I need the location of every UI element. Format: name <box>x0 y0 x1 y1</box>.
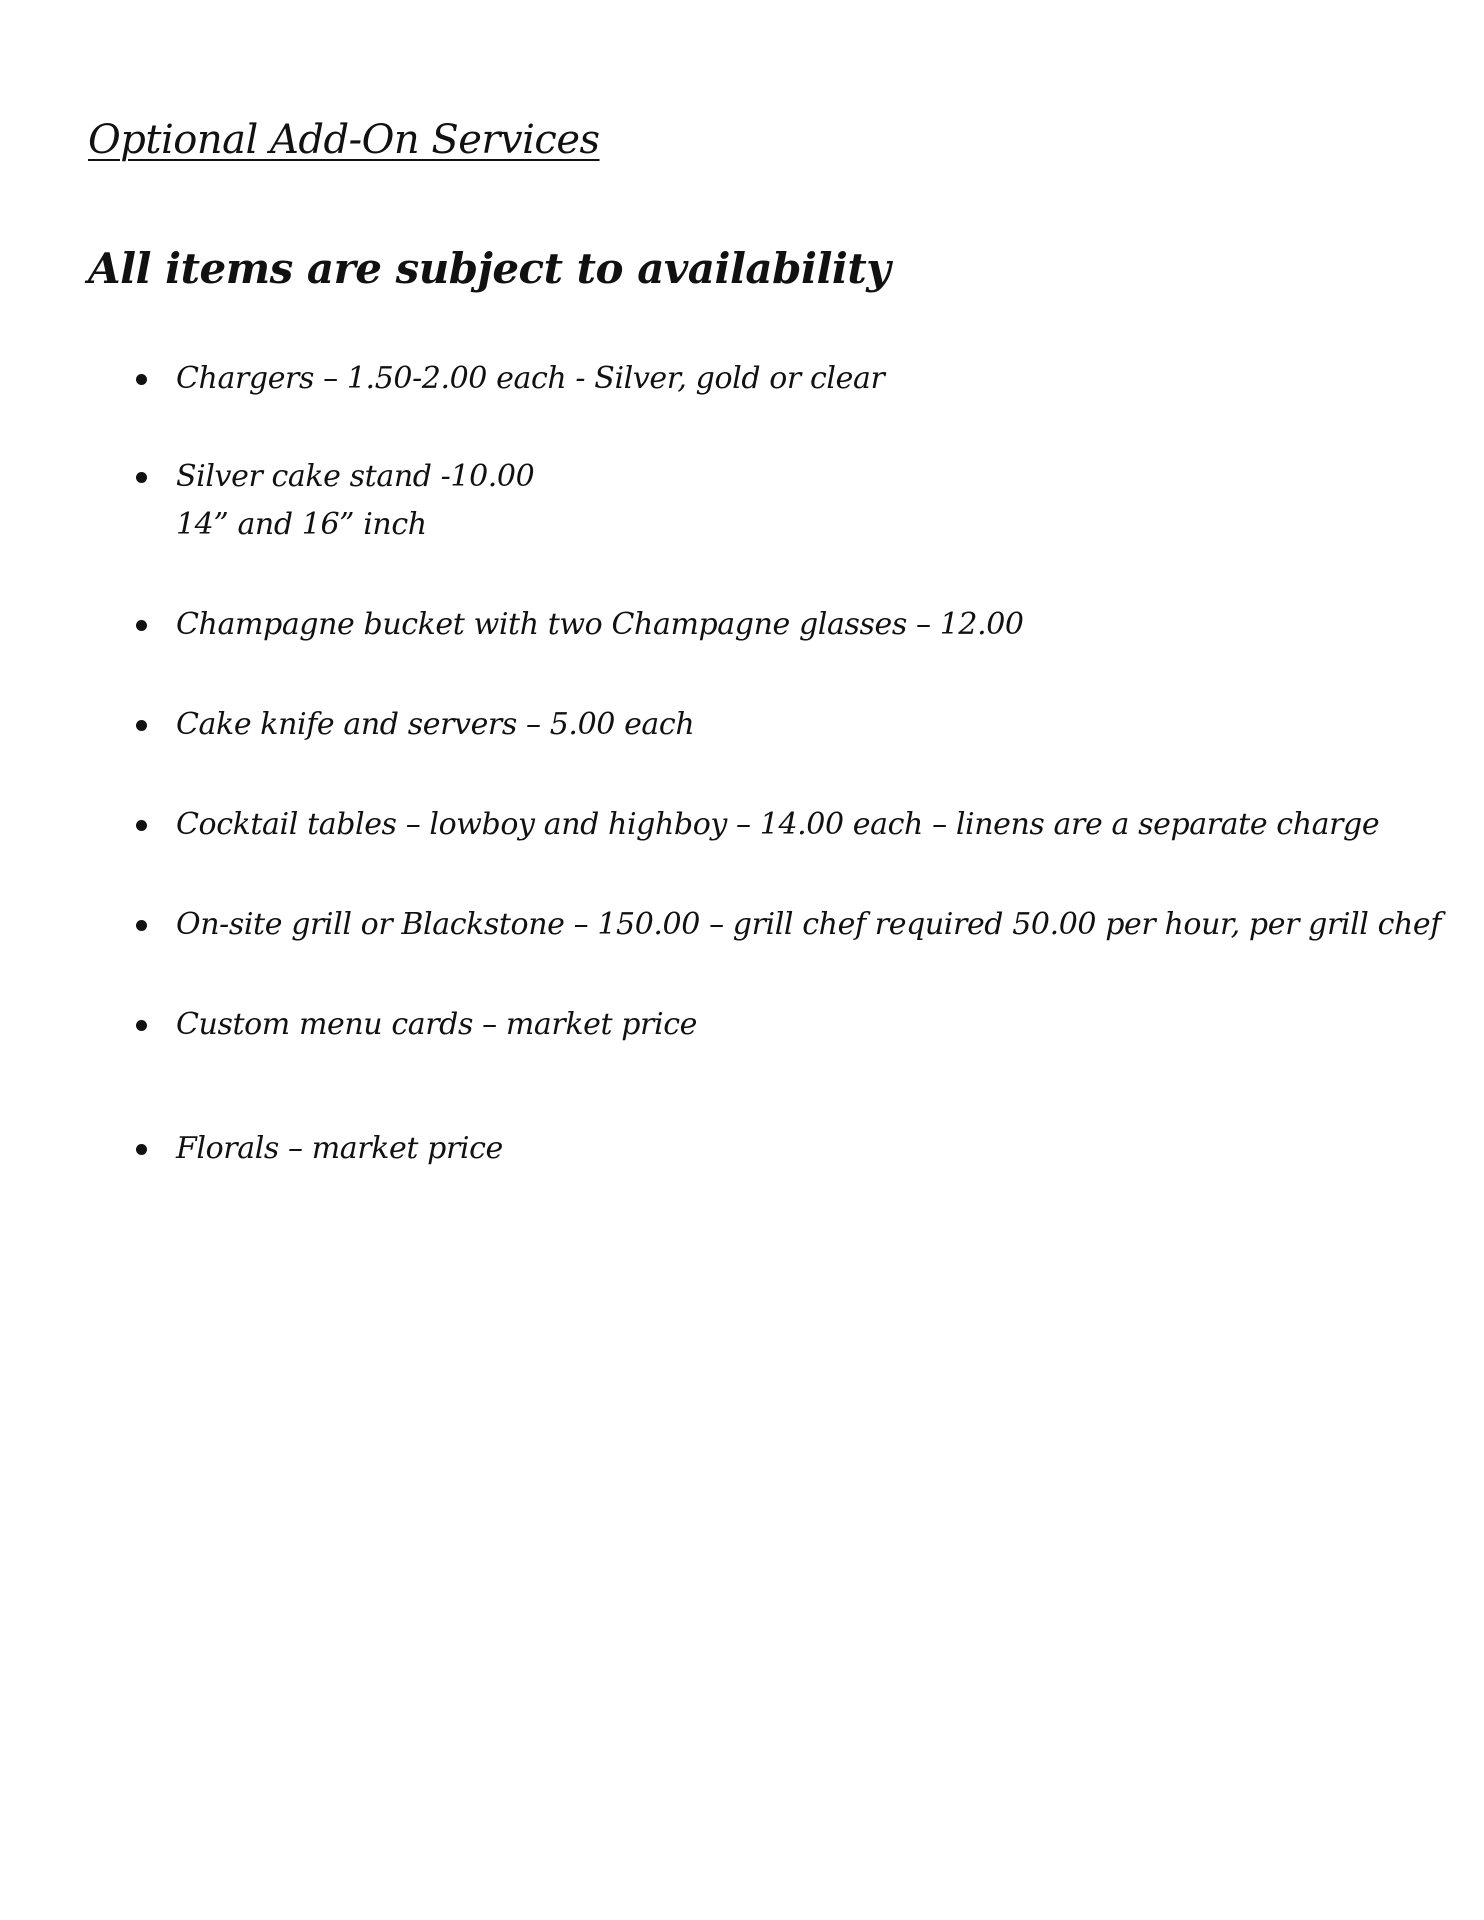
bullet-icon <box>136 374 147 385</box>
bullet-icon <box>136 620 147 631</box>
bullet-icon <box>136 720 147 731</box>
list-item-text: Champagne bucket with two Champagne glasses – 12.00 <box>176 607 1024 642</box>
list-item-cocktail-tables <box>120 801 1420 849</box>
page-title: Optional Add-On Services <box>88 117 600 163</box>
services-list <box>120 355 1441 1173</box>
bullet-icon <box>136 820 147 831</box>
list-item-menu-cards <box>120 1001 1420 1049</box>
list-item-text: On-site grill or Blackstone – 150.00 – grill chef required 50.00 per hour, per grill chef <box>176 907 1441 942</box>
list-item-chargers <box>120 355 1420 403</box>
availability-note: All items are subject to availability <box>88 244 891 293</box>
list-item-grill <box>120 901 1441 949</box>
bullet-icon <box>136 1144 147 1155</box>
list-item-text: Cocktail tables – lowboy and highboy – 14.00 each – linens are a separate charge <box>176 807 1380 842</box>
list-item-text: Silver cake stand -10.00 <box>176 459 535 494</box>
bullet-icon <box>136 920 147 931</box>
list-item-text: Chargers – 1.50-2.00 each - Silver, gold or clear <box>176 361 885 396</box>
bullet-icon <box>136 1020 147 1031</box>
list-item-text: Cake knife and servers – 5.00 each <box>176 707 695 742</box>
list-item-cake-stand <box>120 453 1420 549</box>
bullet-icon <box>136 472 147 483</box>
list-item-text: Florals – market price <box>176 1131 503 1166</box>
list-item-text: Custom menu cards – market price <box>176 1007 697 1042</box>
list-item-champagne-bucket <box>120 601 1420 649</box>
list-item-subtext: 14” and 16” inch <box>176 507 427 542</box>
list-item-cake-knife <box>120 701 1420 749</box>
list-item-florals <box>120 1125 1420 1173</box>
